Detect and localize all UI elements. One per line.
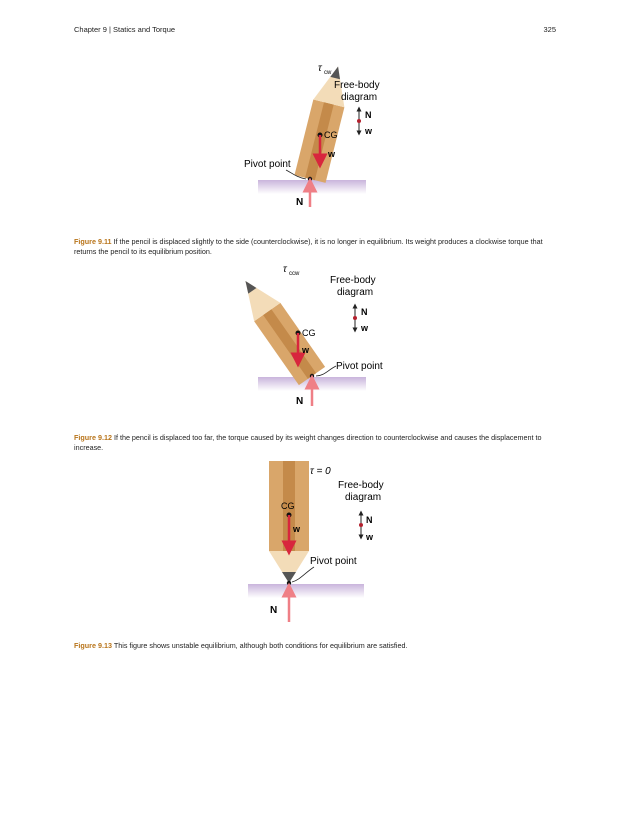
pivot-dot (310, 374, 314, 378)
figure-9-13-caption (74, 641, 556, 651)
fbd-title-line2: diagram (337, 287, 374, 298)
pivot-dot (287, 581, 291, 585)
page-number: 325 (543, 25, 556, 34)
running-header-chapter: Chapter 9 | Statics and Torque (74, 25, 176, 34)
torque-zero: τ = 0 (310, 466, 331, 477)
caption-text: If the pencil is displaced too far, the torque caused by its weight changes direction to counterclockwise and causes the displacement to increase. (74, 433, 542, 452)
fbd-w-label: w (366, 532, 374, 542)
pivot-label: Pivot point (244, 159, 291, 170)
fbd-title-line2: diagram (341, 92, 378, 103)
fbd-title-line1: Free-body (330, 275, 376, 286)
normal-label: N (296, 197, 304, 208)
weight-label: w (302, 345, 310, 355)
fbd-title-line1: Free-body (338, 480, 384, 491)
fbd-dot (359, 523, 363, 527)
fbd-n-label: N (365, 110, 372, 120)
pivot-dot (308, 177, 312, 181)
caption-text: If the pencil is displaced slightly to the side (counterclockwise), it is no longer in equilibrium. Its weight produces a clockwise torque that returns the pencil to its equilibrium position. (74, 237, 543, 256)
cg-label: CG (324, 130, 338, 140)
normal-label: N (296, 396, 304, 407)
caption-text: This figure shows unstable equilibrium, although both conditions for equilibrium are satisfied. (113, 641, 408, 650)
figure-label: Figure 9.12 (74, 433, 112, 442)
fbd-n-label: N (366, 515, 373, 525)
cg-label: CG (281, 501, 295, 511)
fbd-n-label: N (361, 307, 368, 317)
pivot-label: Pivot point (310, 556, 357, 567)
surface (248, 584, 364, 598)
fbd-title-line1: Free-body (334, 80, 380, 91)
figure-label: Figure 9.11 (74, 237, 112, 246)
weight-label: w (328, 149, 336, 159)
figure-label: Figure 9.13 (74, 641, 112, 650)
surface (258, 180, 366, 194)
normal-label: N (270, 605, 278, 616)
torque-subscript: cw (324, 70, 332, 76)
fbd-title-line2: diagram (345, 492, 382, 503)
fbd-dot (353, 316, 357, 320)
figure-9-12-illustration (0, 260, 630, 420)
figure-9-13-illustration (0, 458, 630, 628)
fbd-w-label: w (361, 323, 369, 333)
torque-symbol: τ (318, 63, 322, 74)
figure-9-11-illustration (0, 55, 630, 215)
figure-9-11-caption (74, 237, 556, 256)
torque-symbol: τ (283, 264, 287, 275)
weight-label: w (293, 524, 301, 534)
cg-label: CG (302, 328, 316, 338)
fbd-w-label: w (365, 126, 373, 136)
pivot-label: Pivot point (336, 361, 383, 372)
figure-9-12-caption (74, 433, 556, 452)
torque-subscript: ccw (289, 271, 300, 277)
fbd-dot (357, 119, 361, 123)
